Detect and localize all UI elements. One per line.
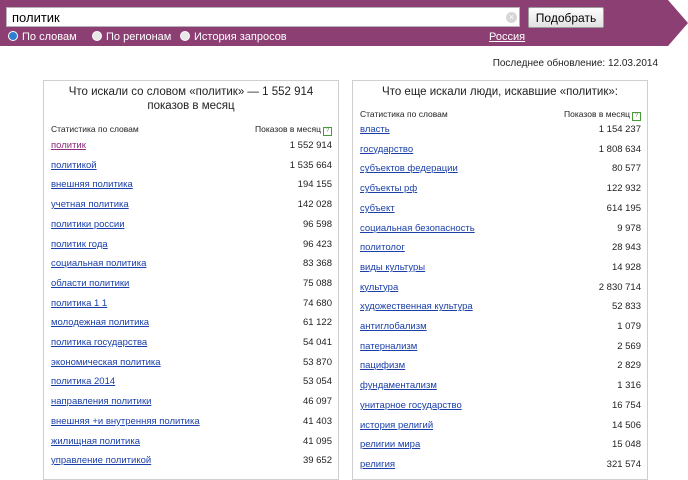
radio-icon[interactable]	[8, 31, 18, 41]
keyword-link[interactable]: культура	[360, 281, 399, 293]
keyword-link[interactable]: политик	[51, 140, 86, 151]
shows-count: 14 928	[611, 261, 641, 273]
submit-button[interactable]: Подобрать	[528, 7, 604, 28]
shows-count: 142 028	[297, 199, 332, 211]
shows-count: 96 423	[302, 238, 332, 250]
shows-count: 1 552 914	[289, 140, 332, 151]
mode-label: По регионам	[106, 31, 172, 43]
keyword-link[interactable]: социальная безопасность	[360, 222, 475, 234]
shows-count: 74 680	[302, 297, 332, 309]
keyword-link[interactable]: политика государства	[51, 337, 148, 348]
shows-count: 1 808 634	[598, 143, 641, 155]
table-row	[51, 393, 332, 413]
keyword-link[interactable]: субъектов федерации	[360, 163, 458, 175]
panel-title: Что искали со словом «политик» — 1 552 914	[68, 86, 314, 98]
mode-by-regions[interactable]	[92, 31, 171, 43]
keyword-link[interactable]: социальная политика	[51, 258, 147, 270]
col-header-shows-label: Показов в месяц	[564, 109, 630, 119]
keyword-link[interactable]: внешняя +и внутренняя политика	[51, 415, 200, 427]
shows-count: 80 577	[611, 163, 641, 175]
table-row	[51, 216, 332, 236]
shows-count: 194 155	[297, 179, 332, 191]
shows-count: 96 598	[302, 218, 332, 230]
table-row	[360, 377, 641, 397]
table-row	[360, 436, 641, 456]
keyword-link[interactable]: государство	[360, 143, 414, 155]
radio-icon[interactable]	[92, 31, 102, 41]
table-row	[51, 334, 332, 354]
table-row	[51, 196, 332, 216]
region-link[interactable]: Россия	[489, 31, 526, 43]
shows-count: 53 870	[302, 356, 332, 368]
table-row	[360, 121, 641, 141]
shows-count: 15 048	[611, 439, 641, 451]
table-row	[360, 239, 641, 259]
shows-count: 41 095	[302, 435, 332, 447]
keyword-link[interactable]: политик года	[51, 238, 108, 250]
shows-count: 122 932	[606, 183, 641, 195]
mode-history[interactable]	[180, 31, 287, 43]
keyword-link[interactable]: антиглобализм	[360, 321, 427, 332]
related-panel	[352, 80, 648, 480]
keyword-link[interactable]: пацифизм	[360, 360, 406, 372]
panel-subtitle: показов в месяц	[147, 100, 235, 112]
keyword-link[interactable]: молодежная политика	[51, 317, 150, 329]
table-row	[360, 200, 641, 220]
table-row	[360, 180, 641, 200]
keyword-link[interactable]: учетная политика	[51, 199, 129, 211]
last-updated: Последнее обновление: 12.03.2014	[492, 58, 658, 69]
col-header-shows	[255, 124, 332, 136]
keyword-link[interactable]: художественная культура	[360, 301, 473, 313]
table-row	[51, 137, 332, 157]
keyword-link[interactable]: субъекты рф	[360, 183, 418, 195]
table-row	[51, 452, 332, 472]
shows-count: 83 368	[302, 258, 332, 270]
shows-count: 2 829	[617, 360, 641, 372]
table-row	[51, 236, 332, 256]
shows-count: 41 403	[302, 415, 332, 427]
table-row	[360, 259, 641, 279]
table-row	[360, 298, 641, 318]
shows-count: 52 833	[611, 301, 641, 313]
clear-icon[interactable]: ×	[506, 12, 517, 23]
shows-count: 54 041	[302, 337, 332, 348]
words-panel	[43, 80, 339, 480]
table-row	[360, 160, 641, 180]
table-row	[51, 295, 332, 315]
keyword-link[interactable]: политики россии	[51, 218, 125, 230]
mode-by-words[interactable]	[8, 31, 77, 43]
table-row	[51, 354, 332, 374]
table-row	[360, 397, 641, 417]
shows-count: 39 652	[302, 455, 332, 467]
keyword-link[interactable]: фундаментализм	[360, 380, 437, 392]
keyword-link[interactable]: религии мира	[360, 439, 421, 451]
shows-count: 2 569	[617, 340, 641, 352]
keyword-link[interactable]: экономическая политика	[51, 356, 161, 368]
table-row	[360, 417, 641, 437]
col-header-words: Статистика по словам	[51, 124, 139, 134]
shows-count: 9 978	[617, 222, 641, 234]
table-row	[51, 433, 332, 453]
table-row	[360, 141, 641, 161]
keyword-link[interactable]: субъект	[360, 202, 395, 214]
shows-count: 75 088	[302, 277, 332, 289]
radio-icon[interactable]	[180, 31, 190, 41]
shows-count: 2 830 714	[598, 281, 641, 293]
table-row	[51, 255, 332, 275]
shows-count: 16 754	[611, 399, 641, 411]
shows-count: 61 122	[302, 317, 332, 329]
mode-label: История запросов	[194, 31, 287, 43]
shows-count: 14 506	[611, 419, 641, 431]
table-row	[51, 176, 332, 196]
shows-count: 53 054	[302, 376, 332, 388]
table-row	[51, 157, 332, 177]
keyword-link[interactable]: власть	[360, 124, 390, 135]
help-icon[interactable]: ?	[632, 112, 641, 121]
mode-label: По словам	[22, 31, 77, 43]
keyword-link[interactable]: унитарное государство	[360, 399, 462, 411]
keyword-link[interactable]: религия	[360, 458, 396, 470]
table-row	[51, 314, 332, 334]
band-arrow	[668, 0, 688, 46]
search-bar	[0, 0, 688, 46]
shows-count: 1 316	[617, 380, 641, 392]
shows-count: 1 154 237	[598, 124, 641, 135]
table-row	[360, 318, 641, 338]
col-header-shows	[564, 109, 641, 121]
help-icon[interactable]: ?	[323, 127, 332, 136]
table-row	[360, 279, 641, 299]
table-row	[51, 373, 332, 393]
shows-count: 614 195	[606, 202, 641, 214]
keyword-link[interactable]: внешняя политика	[51, 179, 133, 191]
keyword-link[interactable]: политикой	[51, 159, 97, 171]
panel-title: Что еще искали люди, искавшие «политик»:	[382, 86, 618, 98]
shows-count: 1 535 664	[289, 159, 332, 171]
table-row	[360, 220, 641, 240]
keyword-link[interactable]: области политики	[51, 277, 130, 289]
shows-count: 28 943	[611, 242, 641, 254]
table-row	[51, 275, 332, 295]
col-header-words: Статистика по словам	[360, 109, 448, 119]
table-row	[360, 357, 641, 377]
table-row	[360, 456, 641, 476]
keyword-link[interactable]: виды культуры	[360, 261, 426, 273]
keyword-link[interactable]: направления политики	[51, 396, 152, 408]
shows-count: 1 079	[617, 321, 641, 332]
shows-count: 321 574	[606, 458, 641, 470]
keyword-link[interactable]: жилищная политика	[51, 435, 141, 447]
keyword-link[interactable]: политолог	[360, 242, 405, 254]
col-header-shows-label: Показов в месяц	[255, 124, 321, 134]
table-row	[360, 338, 641, 358]
search-input[interactable]	[6, 7, 520, 27]
keyword-link[interactable]: политика 1 1	[51, 297, 108, 309]
keyword-link[interactable]: политика 2014	[51, 376, 116, 388]
keyword-link[interactable]: управление политикой	[51, 455, 152, 467]
table-row	[51, 413, 332, 433]
shows-count: 46 097	[302, 396, 332, 408]
keyword-link[interactable]: история религий	[360, 419, 434, 431]
keyword-link[interactable]: патернализм	[360, 340, 418, 352]
